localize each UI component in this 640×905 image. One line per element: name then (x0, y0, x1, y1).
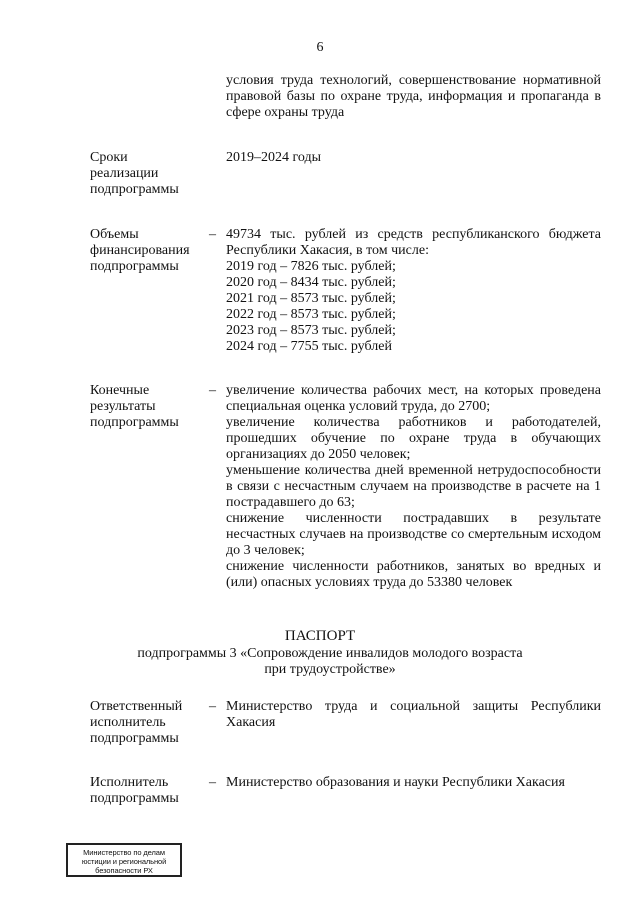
label-line: Объемы (90, 227, 139, 242)
label-line: подпрограммы (90, 731, 179, 746)
label-sroki (90, 150, 205, 198)
page-number: 6 (316, 40, 324, 55)
dash: – (209, 699, 216, 714)
text-line: снижение численности работников, занятых во вредных и (226, 559, 601, 574)
label-line: финансирования (90, 243, 190, 258)
stamp-line: юстиции и региональной (81, 857, 167, 866)
dash: – (209, 775, 216, 790)
text-line: правовой базы по охране труда, информация и пропаганда в (226, 89, 601, 104)
value-sroki: 2019–2024 годы (226, 150, 322, 165)
value-obemy (226, 227, 601, 355)
text-line: 2023 год – 8573 тыс. рублей; (226, 323, 396, 338)
text-line: несчастных случаев на производстве со смертельным исходом (226, 527, 601, 542)
text-line: Министерство образования и науки Республики Хакасия (226, 775, 565, 790)
subtitle-line: подпрограммы 3 «Сопровождение инвалидов молодого возраста (137, 646, 523, 661)
text-line: 2024 год – 7755 тыс. рублей (226, 339, 392, 354)
label-line: подпрограммы (90, 415, 179, 430)
text-line: прошедших обучение по охране труда в обучающих (226, 431, 601, 446)
label-line: Ответственный (90, 699, 183, 714)
text-line: Министерство труда и социальной защиты Республики (226, 699, 601, 714)
text-line: увеличение количества рабочих мест, на которых проведена (226, 383, 601, 398)
passport-subtitle (130, 646, 530, 678)
stamp-line: безопасности РХ (95, 866, 153, 875)
text-line: Хакасия (226, 715, 276, 730)
text-line: в связи с несчастным случаем на производстве в расчете на 1 (226, 479, 601, 494)
text-line: снижение численности пострадавших в результате (226, 511, 601, 526)
dash: – (209, 227, 216, 242)
text-line: увеличение количества работников и работодателей, (226, 415, 601, 430)
text-line: 2019 год – 7826 тыс. рублей; (226, 259, 396, 274)
text-line: сфере охраны труда (226, 105, 345, 120)
label-ispolnitel (90, 775, 205, 807)
text-line: 2020 год – 8434 тыс. рублей; (226, 275, 396, 290)
label-line: подпрограммы (90, 182, 179, 197)
label-line: Сроки (90, 150, 128, 165)
label-otvetstvenny (90, 699, 205, 747)
text-line: уменьшение количества дней временной нетрудоспособности (226, 463, 601, 478)
text-line: 2022 год – 8573 тыс. рублей; (226, 307, 396, 322)
dash: – (209, 383, 216, 398)
value-ispolnitel (226, 775, 601, 791)
label-obemy (90, 227, 205, 275)
text-line: (или) опасных условиях труда до 53380 человек (226, 575, 513, 590)
label-line: Исполнитель (90, 775, 169, 790)
text-line: Республики Хакасия, в том числе: (226, 243, 429, 258)
label-rezultaty (90, 383, 205, 431)
label-line: реализации (90, 166, 159, 181)
value-otvetstvenny (226, 699, 601, 731)
subtitle-line: при трудоустройстве» (264, 662, 396, 677)
label-line: Конечные (90, 383, 150, 398)
passport-title: ПАСПОРТ (284, 628, 356, 644)
label-line: результаты (90, 399, 156, 414)
intro-continuation (226, 73, 601, 121)
label-line: подпрограммы (90, 791, 179, 806)
text-line: 2021 год – 8573 тыс. рублей; (226, 291, 396, 306)
text-line: пострадавшего до 63; (226, 495, 355, 510)
label-line: подпрограммы (90, 259, 179, 274)
text-line: до 3 человек; (226, 543, 305, 558)
text-line: специальная оценка условий труда, до 2700; (226, 399, 491, 414)
text-line: 49734 тыс. рублей из средств республиканского бюджета (226, 227, 601, 242)
text-line: организациях до 2050 человек; (226, 447, 411, 462)
label-line: исполнитель (90, 715, 166, 730)
text-line: условия труда технологий, совершенствование нормативной (226, 73, 601, 88)
ministry-stamp (66, 843, 182, 877)
stamp-line: Министерство по делам (83, 848, 165, 857)
value-rezultaty (226, 383, 601, 591)
